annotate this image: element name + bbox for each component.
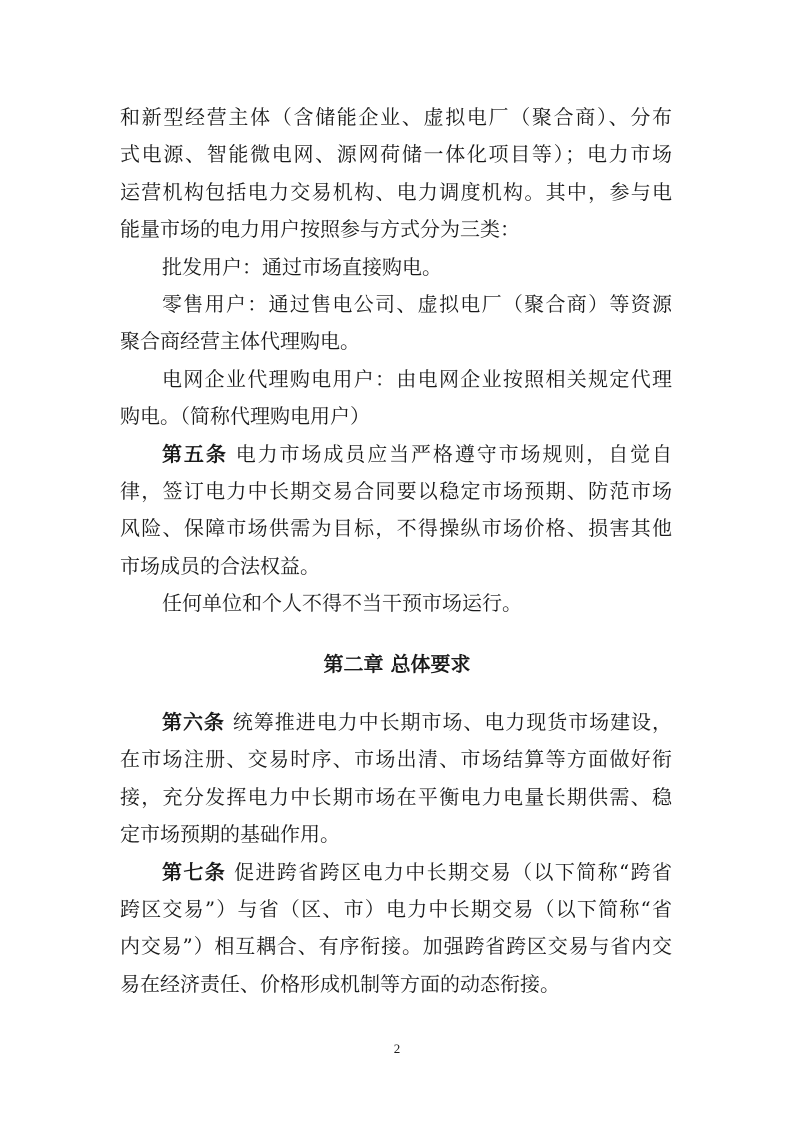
text-line <box>120 510 672 547</box>
line-text: 市场成员的合法权益。 <box>120 553 320 578</box>
text-line <box>120 928 672 965</box>
line-text: 律，签订电力中长期交易合同要以稳定市场预期、防范市场 <box>120 478 672 503</box>
text-line <box>120 211 672 248</box>
line-text: 电网企业代理购电用户：由电网企业按照相关规定代理 <box>162 366 672 391</box>
line-text: 任何单位和个人不得不当干预市场运行。 <box>162 591 522 616</box>
text-line <box>120 323 672 360</box>
text-line <box>120 398 672 435</box>
line-text: 批发用户：通过市场直接购电。 <box>162 254 442 279</box>
text-line <box>120 854 672 891</box>
text-line <box>120 436 672 473</box>
line-text: 和新型经营主体（含储能企业、虚拟电厂（聚合商）、分布 <box>120 105 672 129</box>
text-line <box>120 174 672 211</box>
text-line <box>120 249 672 286</box>
line-text: 式电源、智能微电网、源网荷储一体化项目等）；电力市场 <box>120 142 672 167</box>
line-text: 聚合商经营主体代理购电。 <box>120 329 360 354</box>
text-line <box>120 99 672 136</box>
article-number: 第七条 <box>162 859 227 884</box>
text-line <box>120 548 672 585</box>
line-text: 电力市场成员应当严格遵守市场规则，自觉自 <box>235 441 673 466</box>
line-text: 跨区交易”）与省（区、市）电力中长期交易（以下简称“省 <box>120 896 672 921</box>
text-line <box>120 361 672 398</box>
article-number: 第六条 <box>162 710 225 734</box>
line-text: 零售用户：通过售电公司、虚拟电厂（聚合商）等资源 <box>162 291 672 316</box>
line-text: 定市场预期的基础作用。 <box>120 822 340 847</box>
text-line <box>120 704 672 741</box>
body-text-section-2 <box>120 704 672 1003</box>
line-text: 能量市场的电力用户按照参与方式分为三类： <box>120 217 520 242</box>
line-text: 购电。（简称代理购电用户） <box>120 404 370 429</box>
text-line <box>120 286 672 323</box>
text-line <box>120 473 672 510</box>
text-line <box>120 136 672 173</box>
text-line <box>120 966 672 1003</box>
line-text: 统筹推进电力中长期市场、电力现货市场建设， <box>232 710 673 734</box>
text-line <box>120 891 672 928</box>
line-text: 风险、保障市场供需为目标，不得操纵市场价格、损害其他 <box>120 516 672 541</box>
chapter-heading: 第二章 总体要求 <box>323 652 471 676</box>
page-number: 2 <box>393 1041 401 1056</box>
line-text: 运营机构包括电力交易机构、电力调度机构。其中，参与电 <box>120 179 672 204</box>
text-line <box>120 816 672 853</box>
body-text-section-1 <box>120 99 672 622</box>
text-line <box>120 741 672 778</box>
line-text: 促进跨省跨区电力中长期交易（以下简称“跨省 <box>234 859 673 884</box>
text-line <box>120 585 672 622</box>
line-text: 易在经济责任、价格形成机制等方面的动态衔接。 <box>120 971 560 996</box>
line-text: 在市场注册、交易时序、市场出清、市场结算等方面做好衔 <box>120 747 672 772</box>
line-text: 接，充分发挥电力中长期市场在平衡电力电量长期供需、稳 <box>120 784 672 809</box>
text-line <box>120 779 672 816</box>
line-text: 内交易”）相互耦合、有序衔接。加强跨省跨区交易与省内交 <box>120 934 672 959</box>
article-number: 第五条 <box>162 441 228 466</box>
